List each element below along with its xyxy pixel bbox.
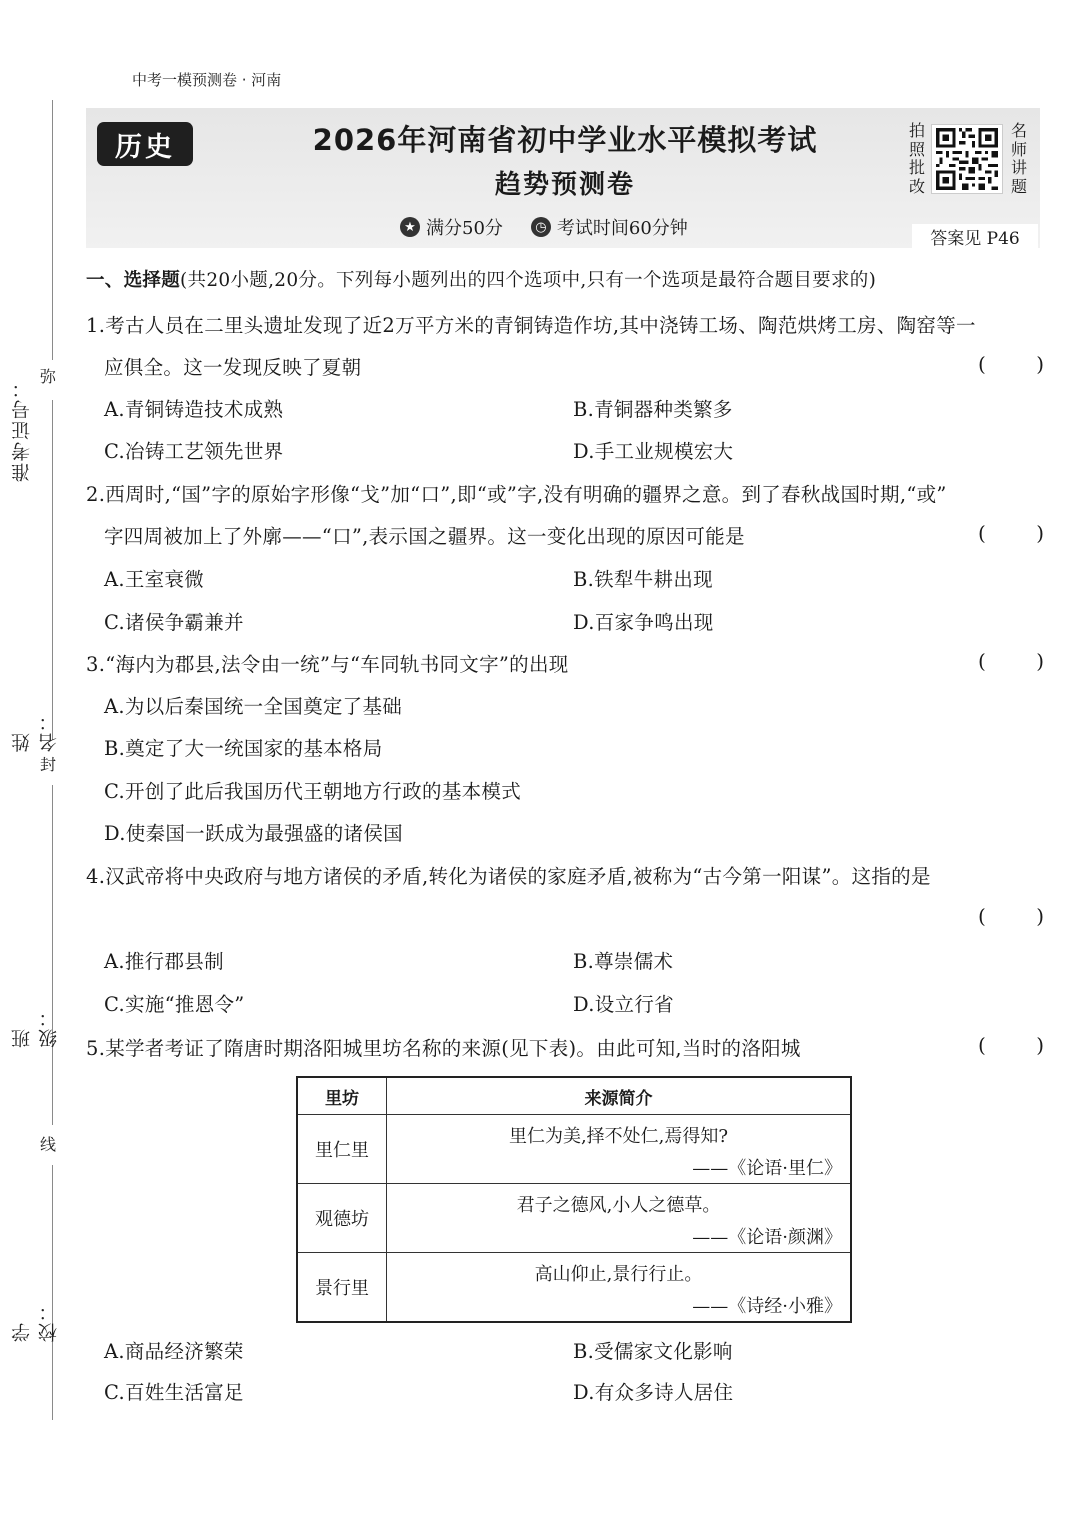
q4-option-c[interactable]: C.实施“推恩令”: [104, 993, 245, 1016]
q4-option-a[interactable]: A.推行郡县制: [104, 950, 224, 973]
q1-option-b[interactable]: B.青铜器种类繁多: [573, 398, 733, 421]
margin-rule: [52, 400, 53, 740]
answer-reference: 答案见 P46: [912, 224, 1038, 254]
answer-blank-1[interactable]: ( ): [978, 352, 1044, 376]
question-2-line-2: 字四周被加上了外廓——“口”,表示国之疆界。这一变化出现的原因可能是: [104, 525, 745, 548]
exam-title: 2026年河南省初中学业水平模拟考试: [312, 123, 818, 157]
quote-text: 高山仰止,景行行止。: [534, 1264, 703, 1285]
answer-blank-4[interactable]: ( ): [978, 904, 1044, 928]
name-label: 姓名：: [11, 710, 60, 752]
section-title: 一、选择题: [86, 270, 181, 291]
exam-subtitle: 趋势预测卷: [494, 170, 635, 200]
source-cell: [387, 1184, 852, 1253]
q5-option-c[interactable]: C.百姓生活富足: [104, 1381, 244, 1404]
teacher-explain-text: 名 师 讲 题: [1010, 121, 1027, 196]
lifang-name: 里仁里: [297, 1115, 387, 1184]
margin-rule: [52, 100, 53, 360]
lifang-source-table: [296, 1076, 852, 1323]
qr-code-icon[interactable]: [931, 124, 1003, 194]
q4-option-d[interactable]: D.设立行省: [573, 993, 674, 1016]
question-5-line-1: 5.某学者考证了隋唐时期洛阳城里坊名称的来源(见下表)。由此可知,当时的洛阳城: [86, 1037, 801, 1060]
q3-option-c[interactable]: C.开创了此后我国历代王朝地方行政的基本模式: [104, 780, 522, 803]
quote-source: ——《论语·颜渊》: [692, 1227, 842, 1248]
q2-option-a[interactable]: A.王室衰微: [104, 568, 205, 591]
section-heading: [86, 266, 876, 292]
exam-meta: [400, 214, 688, 240]
question-2-line-1: 2.西周时,“国”字的原始字形像“戈”加“口”,即“或”字,没有明确的疆界之意。到了春秋战国时期,“或”: [86, 483, 947, 506]
q1-option-a[interactable]: A.青铜铸造技术成熟: [104, 398, 284, 421]
q2-option-b[interactable]: B.铁犁牛耕出现: [573, 568, 713, 591]
quote-source: ——《论语·里仁》: [692, 1158, 842, 1179]
q5-option-b[interactable]: B.受儒家文化影响: [573, 1340, 733, 1363]
clock-icon: ◷: [531, 217, 551, 237]
school-label: 学校：: [11, 1300, 60, 1342]
admission-number-label: 准考证号：: [11, 377, 33, 482]
q3-option-d[interactable]: D.使秦国一跃成为最强盛的诸侯国: [104, 822, 403, 845]
answer-blank-3[interactable]: ( ): [978, 649, 1044, 673]
margin-rule: [52, 785, 53, 1125]
class-label: 班级：: [11, 1006, 60, 1048]
question-1-line-2: 应俱全。这一发现反映了夏朝: [104, 356, 362, 379]
photo-grading-text: 拍 照 批 改: [908, 121, 925, 196]
q1-option-d[interactable]: D.手工业规模宏大: [573, 440, 734, 463]
quote-source: ——《诗经·小雅》: [692, 1296, 842, 1317]
margin-rule: [52, 1165, 53, 1420]
quote-text: 里仁为美,择不处仁,焉得知?: [508, 1126, 729, 1147]
q2-option-d[interactable]: D.百家争鸣出现: [573, 611, 714, 634]
quote-text: 君子之德风,小人之德草。: [516, 1195, 721, 1216]
q5-option-d[interactable]: D.有众多诗人居住: [573, 1381, 734, 1404]
q4-option-b[interactable]: B.尊崇儒术: [573, 950, 674, 973]
full-score: 满分50分: [426, 218, 503, 239]
source-cell: [387, 1115, 852, 1184]
subject-badge: 历史: [97, 122, 193, 166]
series-label: 中考一模预测卷 · 河南: [132, 71, 282, 89]
table-header-lifang: 里坊: [297, 1077, 387, 1115]
answer-blank-2[interactable]: ( ): [978, 521, 1044, 545]
question-4-line-1: 4.汉武帝将中央政府与地方诸侯的矛盾,转化为诸侯的家庭矛盾,被称为“古今第一阳谋”。这指的是: [86, 865, 931, 888]
answer-blank-5[interactable]: ( ): [978, 1033, 1044, 1057]
exam-time: 考试时间60分钟: [556, 218, 688, 239]
table-header-source: 来源简介: [387, 1077, 852, 1115]
q3-option-a[interactable]: A.为以后秦国统一全国奠定了基础: [104, 695, 403, 718]
seal-mark-mi: 弥: [40, 367, 57, 386]
lifang-name: 观德坊: [297, 1184, 387, 1253]
q5-option-a[interactable]: A.商品经济繁荣: [104, 1340, 244, 1363]
table-row: [297, 1184, 851, 1253]
q3-option-b[interactable]: B.奠定了大一统国家的基本格局: [104, 737, 383, 760]
table-header-row: [297, 1077, 851, 1115]
table-row: [297, 1253, 851, 1323]
q2-option-c[interactable]: C.诸侯争霸兼并: [104, 611, 244, 634]
lifang-name: 景行里: [297, 1253, 387, 1323]
question-1-line-1: 1.考古人员在二里头遗址发现了近2万平方米的青铜铸造作坊,其中浇铸工场、陶范烘烤工房、陶窑等一: [86, 314, 976, 337]
medal-icon: ★: [400, 217, 420, 237]
source-cell: [387, 1253, 852, 1323]
seal-mark-feng: 封: [40, 755, 57, 774]
section-instruction: (共20小题,20分。下列每小题列出的四个选项中,只有一个选项是最符合题目要求的): [180, 270, 877, 291]
q1-option-c[interactable]: C.冶铸工艺领先世界: [104, 440, 284, 463]
question-3-line-1: 3.“海内为郡县,法令由一统”与“车同轨书同文字”的出现: [86, 653, 569, 676]
seal-mark-xian: 线: [40, 1135, 57, 1154]
table-row: [297, 1115, 851, 1184]
